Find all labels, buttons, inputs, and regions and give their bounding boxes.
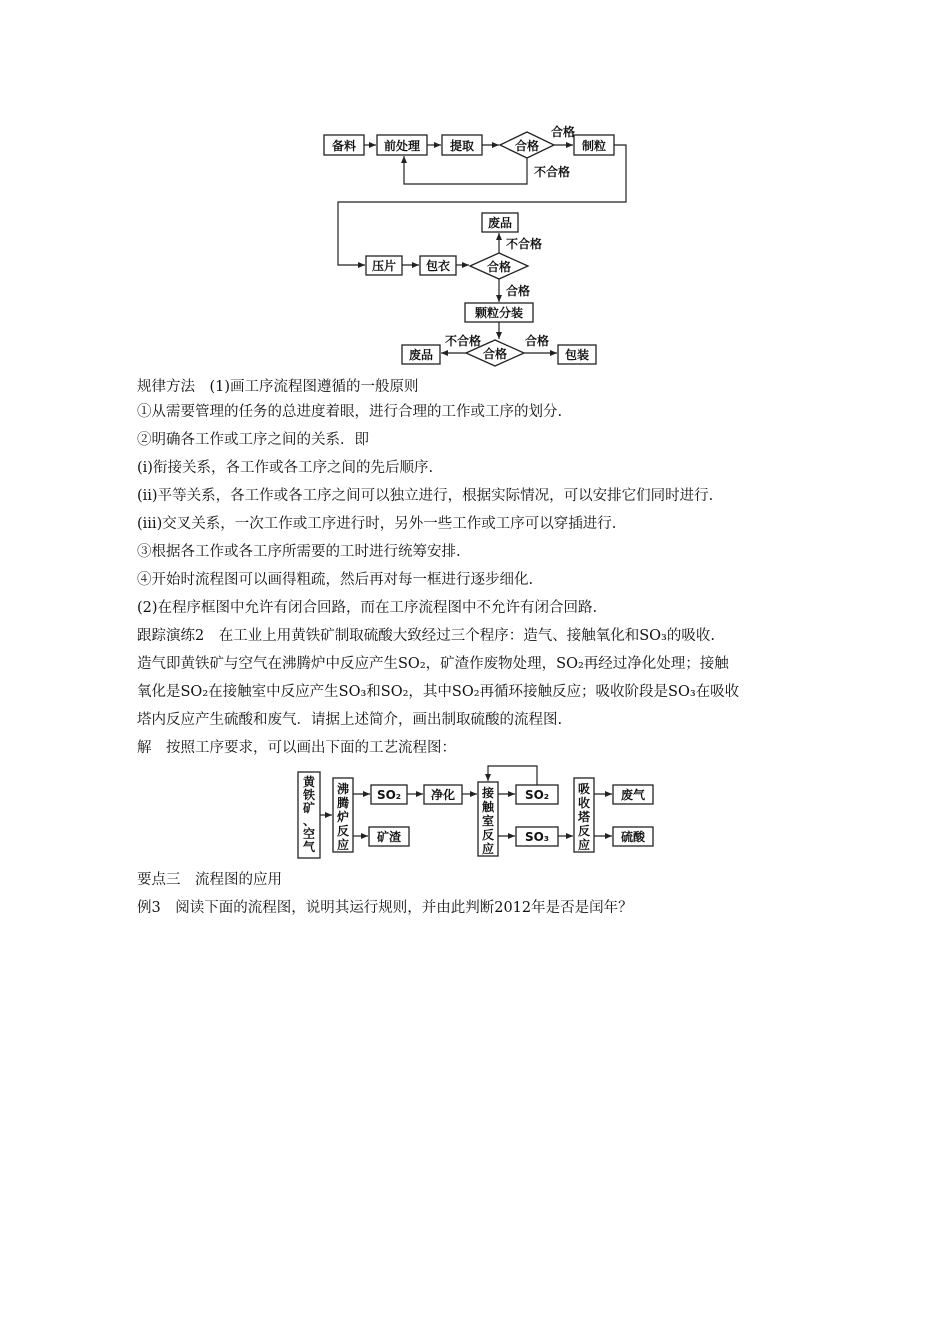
- node-slag-label: 矿渣: [376, 830, 402, 844]
- d2-fail-label: 不合格: [505, 237, 543, 251]
- d1-pass-label: 合格: [550, 125, 576, 139]
- svg-text:腾: 腾: [336, 796, 350, 810]
- svg-text:气: 气: [302, 840, 316, 854]
- d3-pass-label: 合格: [524, 334, 550, 348]
- rule-2: ②明确各工作或工序之间的关系．即: [137, 432, 369, 448]
- svg-text:吸: 吸: [577, 782, 591, 796]
- sulfuric-acid-flowchart: [0, 760, 950, 870]
- decision-1-label: 合格: [514, 139, 540, 153]
- svg-text:应: 应: [336, 838, 350, 852]
- svg-text:室: 室: [481, 814, 495, 828]
- d3-fail-label: 不合格: [444, 334, 482, 348]
- node-absorption-tower-label: [577, 782, 591, 852]
- svg-text:沸: 沸: [336, 782, 350, 796]
- rule-2-i: (ⅰ)衔接关系，各工作或各工序之间的先后顺序.: [137, 460, 434, 476]
- svg-text:黄: 黄: [302, 775, 316, 789]
- node-tiqu-label: 提取: [449, 139, 475, 153]
- node-boiling-furnace-label: [336, 781, 349, 852]
- node-waste-gas-label: 废气: [620, 788, 646, 802]
- node-so2-a-label: SO₂: [376, 788, 402, 802]
- node-qianchuli-label: 前处理: [383, 139, 421, 153]
- node-feipin-1-label: 废品: [487, 216, 513, 230]
- svg-text:应: 应: [577, 838, 591, 852]
- svg-text:应: 应: [481, 842, 495, 856]
- decision-3-label: 合格: [482, 347, 508, 361]
- loop-arrow: [404, 156, 527, 184]
- solution-line: 解 按照工序要求，可以画出下面的工艺流程图：: [137, 740, 456, 756]
- rule-3: ③根据各工作或各工序所需要的工时进行统筹安排.: [137, 544, 461, 560]
- svg-text:矿: 矿: [302, 801, 316, 815]
- rule-2-iii: (ⅲ)交叉关系，一次工作或工序进行时，另外一些工作或工序可以穿插进行.: [137, 516, 617, 532]
- node-feipin-2-label: 废品: [408, 348, 434, 362]
- decision-2-label: 合格: [486, 260, 512, 274]
- example-3: 例3 阅读下面的流程图，说明其运行规则，并由此判断2012年是否是闰年？: [137, 900, 633, 916]
- node-keli-label: 颗粒分装: [474, 306, 524, 320]
- svg-text:接: 接: [481, 786, 495, 800]
- node-pyrite-air-label: [302, 774, 316, 854]
- d2-pass-label: 合格: [505, 284, 531, 298]
- node-baozhuang-label: 包装: [564, 348, 590, 362]
- rule-closed-loop: (2)在程序框图中允许有闭合回路，而在工序流程图中不允许有闭合回路.: [137, 600, 598, 616]
- connector-arrow: [338, 145, 626, 265]
- node-purify-label: 净化: [430, 788, 456, 802]
- svg-text:、: 、: [302, 814, 316, 828]
- svg-text:反: 反: [577, 824, 591, 838]
- exercise-line-4: 塔内反应产生硫酸和废气．请据上述简介，画出制取硫酸的流程图.: [137, 712, 563, 728]
- rule-4: ④开始时流程图可以画得粗疏，然后再对每一框进行逐步细化.: [137, 572, 534, 588]
- section-heading: 要点三 流程图的应用: [137, 872, 282, 888]
- svg-text:反: 反: [481, 828, 495, 842]
- svg-text:铁: 铁: [302, 788, 316, 802]
- node-contact-chamber-label: [481, 785, 495, 856]
- method-heading: 规律方法 (1)画工序流程图遵循的一般原则: [137, 379, 419, 395]
- d1-fail-label: 不合格: [533, 165, 571, 179]
- node-so2-b-label: SO₂: [524, 788, 550, 802]
- node-yapian-label: 压片: [371, 259, 397, 273]
- svg-text:反: 反: [336, 824, 350, 838]
- exercise-line-1: 跟踪演练2 在工业上用黄铁矿制取硫酸大致经过三个程序：造气、接触氧化和SO₃的吸收.: [137, 628, 715, 644]
- node-so3-label: SO₃: [524, 830, 550, 844]
- svg-text:塔: 塔: [577, 810, 591, 824]
- rule-2-ii: (ⅱ)平等关系，各工作或各工序之间可以独立进行，根据实际情况，可以安排它们同时进行.: [137, 488, 714, 504]
- exercise-line-2: 造气即黄铁矿与空气在沸腾炉中反应产生SO₂，矿渣作废物处理，SO₂再经过净化处理；接触: [137, 656, 729, 672]
- node-sulfuric-acid-label: 硫酸: [620, 830, 646, 844]
- node-beiliao-label: 备料: [331, 139, 357, 153]
- production-flowchart: [0, 0, 950, 370]
- svg-text:炉: 炉: [336, 810, 350, 824]
- rule-1: ①从需要管理的任务的总进度着眼，进行合理的工作或工序的划分.: [137, 404, 563, 420]
- svg-text:触: 触: [481, 800, 495, 814]
- node-zhili-label: 制粒: [581, 139, 607, 153]
- svg-text:空: 空: [302, 827, 316, 841]
- exercise-line-3: 氧化是SO₂在接触室中反应产生SO₃和SO₂，其中SO₂再循环接触反应；吸收阶段是SO₃在吸收: [137, 684, 740, 700]
- svg-text:收: 收: [577, 796, 591, 810]
- node-baoyi-label: 包衣: [425, 259, 451, 273]
